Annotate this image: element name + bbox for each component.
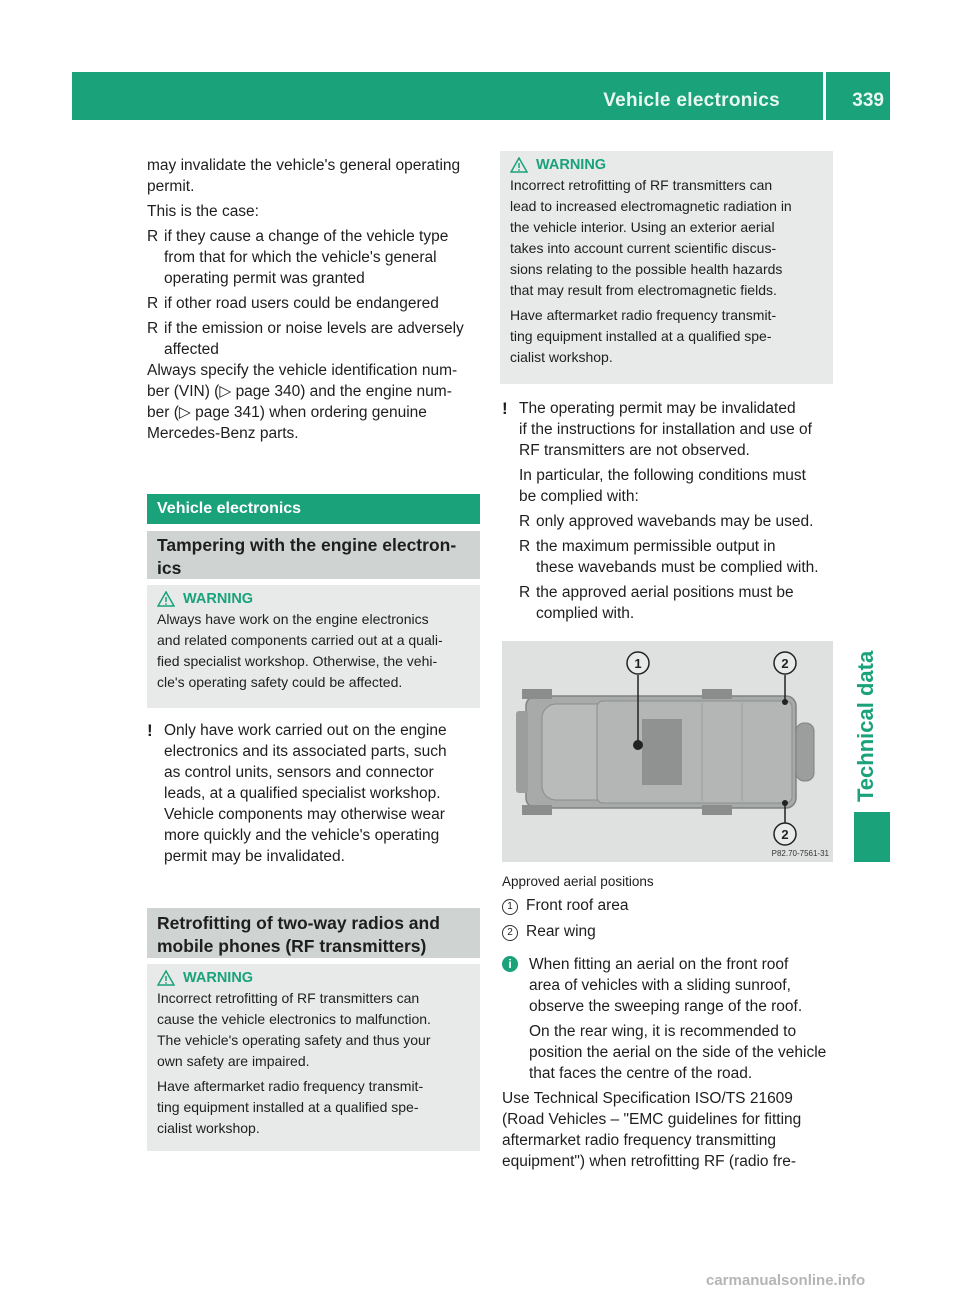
- text-line: the maximum permissible output in: [536, 538, 776, 555]
- text-line: Only have work carried out on the engine: [164, 722, 447, 739]
- text-line: electronics and its associated parts, such: [164, 743, 447, 760]
- text-line: that may result from electromagnetic fields.: [510, 282, 777, 298]
- bullet-marker: R: [147, 228, 159, 245]
- notice-exclamation-icon: !: [502, 399, 508, 418]
- final-paragraph: [502, 1088, 838, 1172]
- subsection-heading-tampering: [147, 531, 480, 579]
- text-line: operating permit was granted: [164, 270, 365, 287]
- text-line: Incorrect retrofitting of RF transmitters can: [157, 990, 420, 1006]
- callout-2-bottom-label: 2: [781, 827, 789, 842]
- text-line: When fitting an aerial on the front roof: [529, 956, 789, 973]
- text-line: from that for which the vehicle's general: [164, 249, 437, 266]
- text-line: ting equipment installed at a qualified spe-: [157, 1099, 419, 1115]
- text-line: cle's operating safety could be affected.: [157, 674, 403, 690]
- warning-label: WARNING: [183, 970, 254, 986]
- text-line: if the emission or noise levels are adversely: [164, 320, 464, 337]
- text-line: lead to increased electromagnetic radiation in: [510, 198, 792, 214]
- figure-code: P82.70-7561-31: [771, 849, 829, 858]
- bullet-marker: R: [519, 538, 531, 555]
- aerial-positions-diagram: [502, 641, 833, 862]
- text-line: Mercedes-Benz parts.: [147, 425, 299, 442]
- list-item: [519, 536, 838, 578]
- callout-1-label: 1: [634, 656, 642, 671]
- warning-label: WARNING: [183, 591, 254, 607]
- text-line: Use Technical Specification ISO/TS 21609: [502, 1090, 793, 1107]
- text-line: Always specify the vehicle identification num-: [147, 362, 458, 379]
- footer-watermark: carmanualsonline.info: [706, 1272, 866, 1289]
- diagram-caption-block: [502, 873, 838, 942]
- text-line: permit.: [147, 178, 195, 195]
- info-icon: i: [502, 956, 518, 972]
- heading-line: Tampering with the engine electron-: [157, 535, 457, 555]
- legend-text: Front roof area: [526, 897, 629, 914]
- heading-line: ics: [157, 558, 182, 578]
- info-note: [502, 954, 838, 1172]
- list-item: [147, 226, 483, 289]
- text-line: area of vehicles with a sliding sunroof,: [529, 977, 791, 994]
- number-2-icon: 2: [502, 925, 518, 941]
- text-line: only approved wavebands may be used.: [536, 513, 814, 530]
- side-tab-block: [854, 812, 890, 862]
- legend-item: [502, 921, 838, 942]
- text-line: may invalidate the vehicle's general operating: [147, 157, 461, 174]
- text-line: Incorrect retrofitting of RF transmitters can: [510, 177, 773, 193]
- notice-exclamation-icon: !: [147, 721, 153, 740]
- bullet-marker: R: [147, 295, 159, 312]
- list-item: [147, 293, 483, 314]
- bullet-marker: R: [519, 584, 531, 601]
- warning-triangle-icon: [510, 157, 528, 173]
- notice-operating-permit: [502, 398, 838, 624]
- legend-item: [502, 895, 838, 916]
- text-line: observe the sweeping range of the roof.: [529, 998, 803, 1015]
- heading-line: Retrofitting of two-way radios and: [157, 913, 440, 933]
- vehicle-top-view-icon: [502, 641, 833, 862]
- notice-block: [147, 720, 483, 867]
- text-line: if other road users could be endangered: [164, 295, 439, 312]
- text-line: sions relating to the possible health hazards: [510, 261, 783, 277]
- text-line: aftermarket radio frequency transmitting: [502, 1132, 776, 1149]
- section-heading-vehicle-electronics: Vehicle electronics: [147, 494, 480, 524]
- text-line: This is the case:: [147, 203, 259, 220]
- text-line: cialist workshop.: [157, 1120, 260, 1136]
- warning-triangle-icon: [157, 970, 175, 986]
- text-line: Always have work on the engine electronics: [157, 611, 429, 627]
- text-line: Have aftermarket radio frequency transmit-: [510, 307, 777, 323]
- page-header: [72, 72, 890, 120]
- text-line: takes into account current scientific discus-: [510, 240, 777, 256]
- text-line: that faces the centre of the road.: [529, 1065, 753, 1082]
- text-line: Vehicle components may otherwise wear: [164, 806, 445, 823]
- callout-2-top-label: 2: [781, 656, 789, 671]
- text-line: the vehicle interior. Using an exterior aerial: [510, 219, 775, 235]
- notice-block: [502, 398, 838, 624]
- list-item: [519, 582, 838, 624]
- text-line: position the aerial on the side of the vehicle: [529, 1044, 827, 1061]
- text-line: if the instructions for installation and use of: [519, 421, 812, 438]
- info-block: [502, 954, 838, 1084]
- warning-title: [157, 970, 470, 986]
- text-line: equipment") when retrofitting RF (radio fre-: [502, 1153, 797, 1170]
- text-line: as control units, sensors and connector: [164, 764, 434, 781]
- text-line: affected: [164, 341, 219, 358]
- warning-box-rf-malfunction: [147, 964, 480, 1151]
- subsection-heading-retrofitting: [147, 908, 480, 958]
- warning-box-rf-radiation: [500, 151, 833, 384]
- text-line: cialist workshop.: [510, 349, 613, 365]
- list-item: [147, 318, 483, 360]
- text-line: ber (VIN) (▷ page 340) and the engine num-: [147, 383, 452, 400]
- heading-line: mobile phones (RF transmitters): [157, 936, 427, 956]
- warning-box-engine-electronics: [147, 585, 480, 708]
- text-line: cause the vehicle electronics to malfunction.: [157, 1011, 431, 1027]
- warning-title: [510, 157, 823, 173]
- text-line: be complied with:: [519, 488, 639, 505]
- bullet-marker: R: [147, 320, 159, 337]
- text-line: The vehicle's operating safety and thus your: [157, 1032, 431, 1048]
- warning-label: WARNING: [536, 157, 607, 173]
- header-divider: [823, 72, 826, 120]
- text-line: RF transmitters are not observed.: [519, 442, 750, 459]
- text-line: In particular, the following conditions must: [519, 467, 806, 484]
- text-line: if they cause a change of the vehicle type: [164, 228, 449, 245]
- text-line: On the rear wing, it is recommended to: [529, 1023, 797, 1040]
- notice-engine-electronics: [147, 720, 483, 867]
- number-1-icon: 1: [502, 899, 518, 915]
- text-line: The operating permit may be invalidated: [519, 400, 796, 417]
- text-line: ting equipment installed at a qualified spe-: [510, 328, 772, 344]
- page-number: 339: [852, 90, 884, 111]
- text-line: ber (▷ page 341) when ordering genuine: [147, 404, 427, 421]
- side-tab-label: Technical data: [853, 650, 878, 802]
- text-line: (Road Vehicles – "EMC guidelines for fitting: [502, 1111, 802, 1128]
- list-item: [519, 511, 838, 532]
- text-line: own safety are impaired.: [157, 1053, 310, 1069]
- text-line: complied with.: [536, 605, 635, 622]
- text-line: these wavebands must be complied with.: [536, 559, 819, 576]
- text-line: Have aftermarket radio frequency transmit-: [157, 1078, 424, 1094]
- text-line: the approved aerial positions must be: [536, 584, 794, 601]
- text-line: more quickly and the vehicle's operating: [164, 827, 440, 844]
- text-line: leads, at a qualified specialist workshop.: [164, 785, 441, 802]
- bullet-marker: R: [519, 513, 531, 530]
- warning-title: [157, 591, 470, 607]
- text-line: permit may be invalidated.: [164, 848, 345, 865]
- legend-text: Rear wing: [526, 923, 596, 940]
- text-line: fied specialist workshop. Otherwise, the vehi-: [157, 653, 438, 669]
- text-line: and related components carried out at a quali-: [157, 632, 443, 648]
- warning-triangle-icon: [157, 591, 175, 607]
- intro-text: [147, 155, 483, 444]
- header-title: Vehicle electronics: [603, 90, 780, 111]
- figure-caption: Approved aerial positions: [502, 874, 654, 889]
